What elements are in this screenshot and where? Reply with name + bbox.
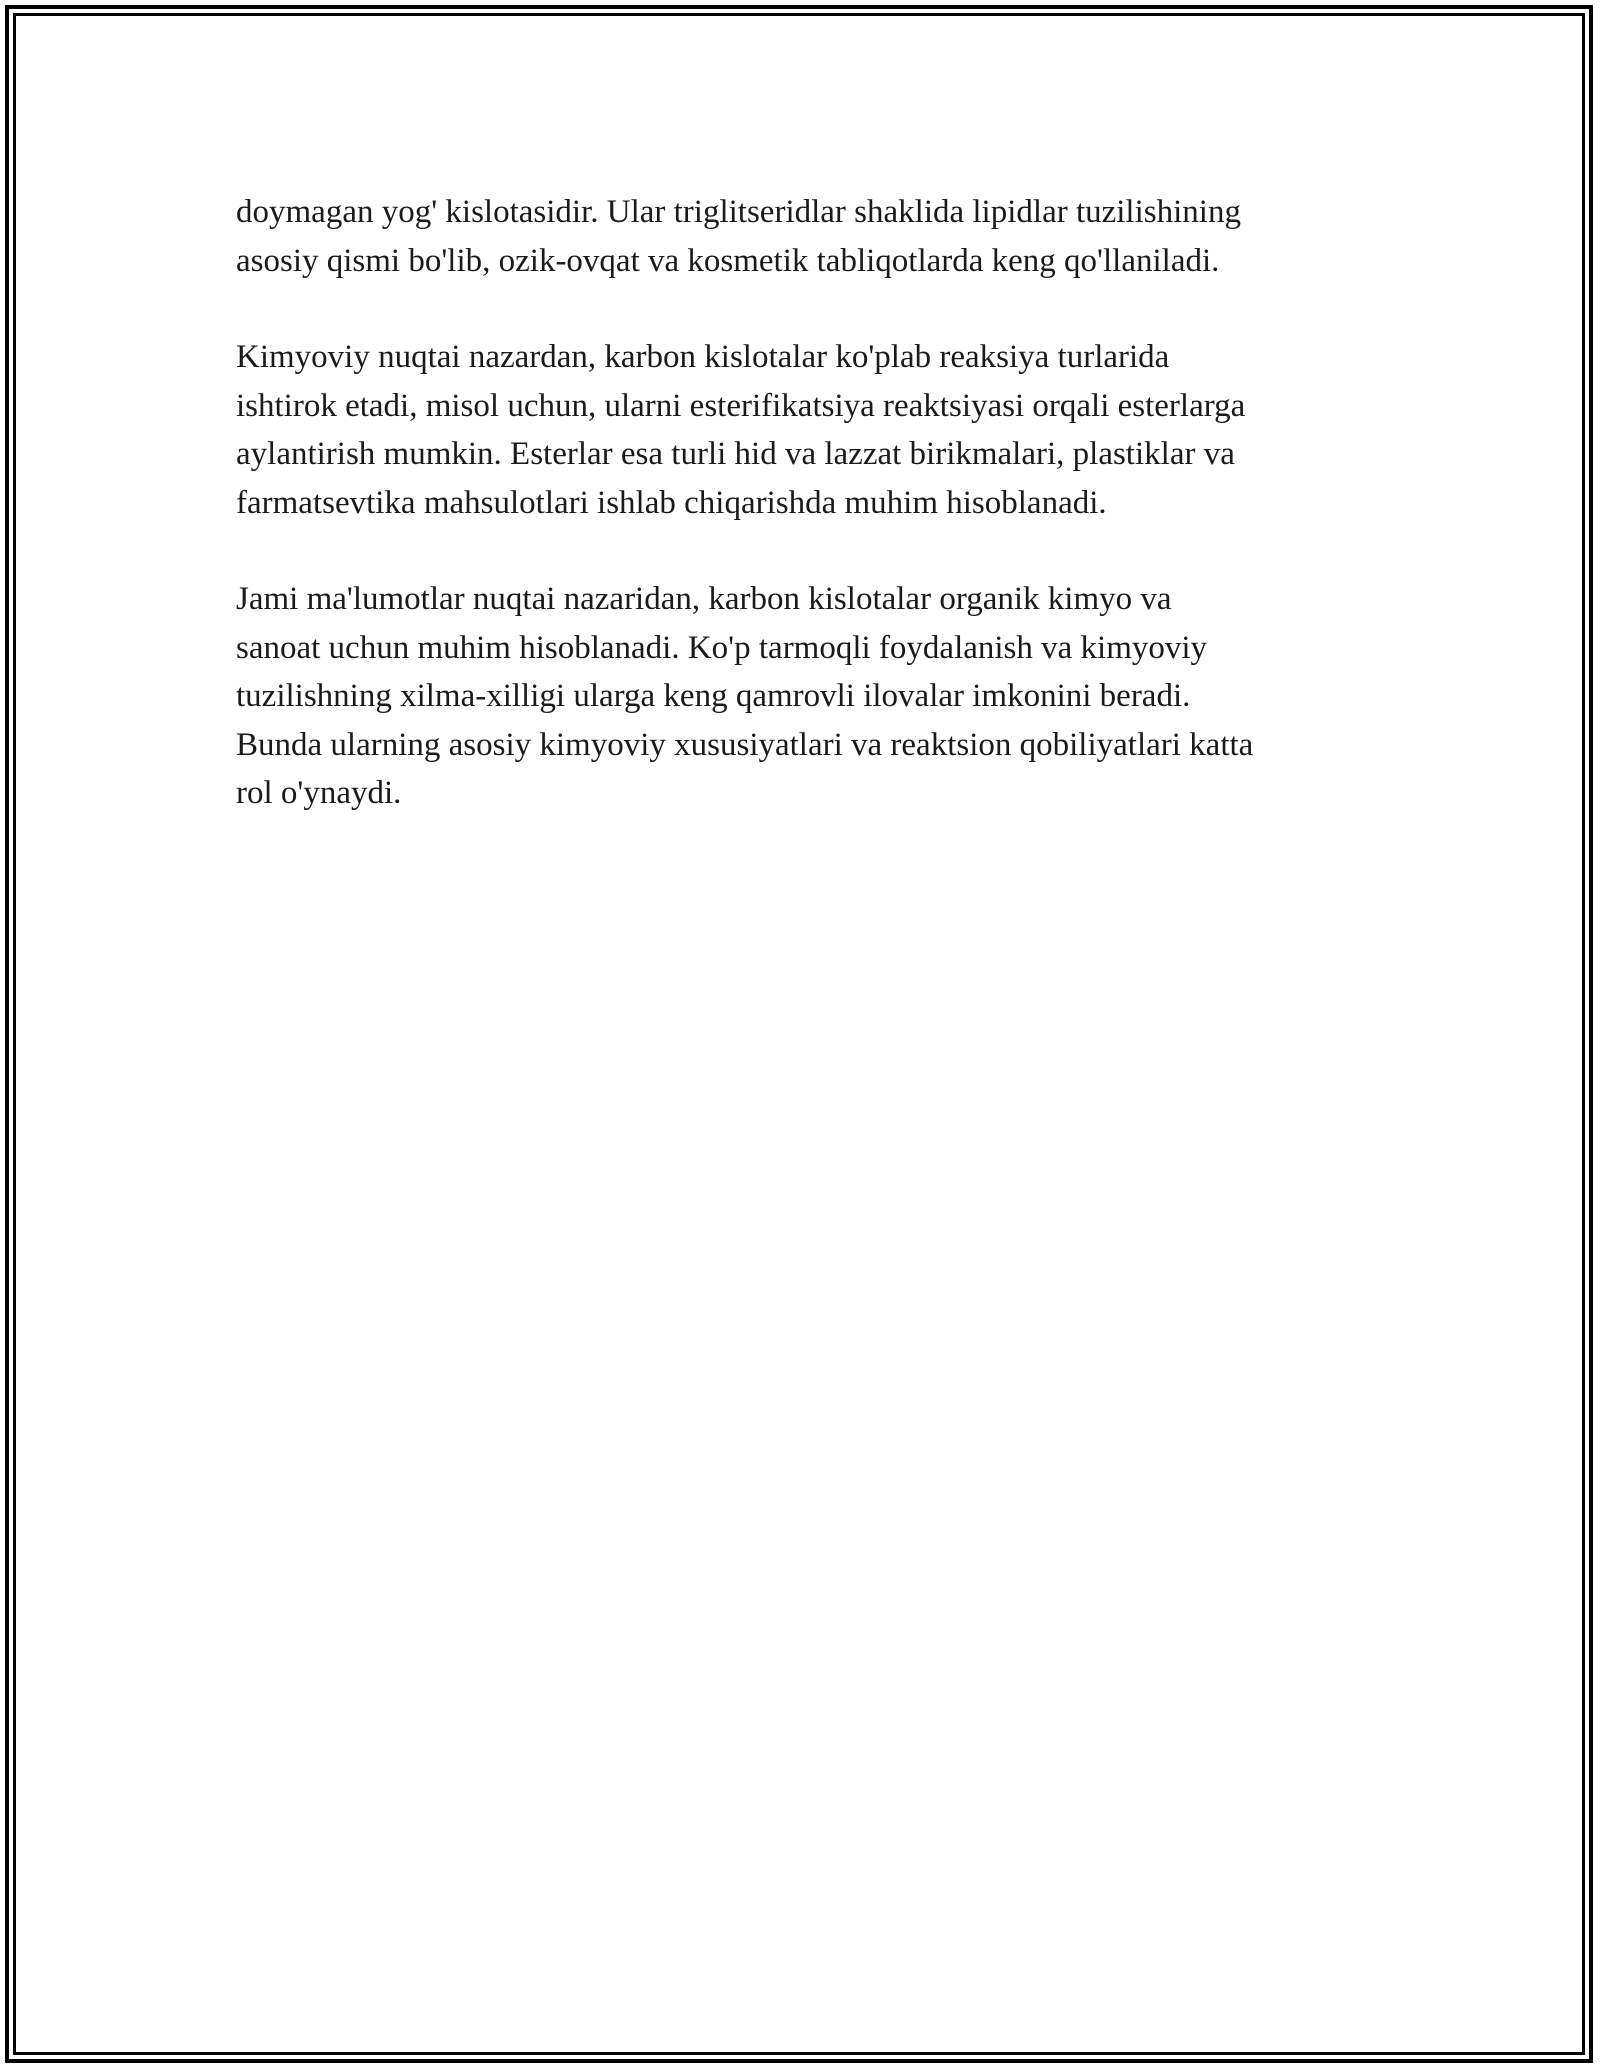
paragraph-line: asosiy qismi bo'lib, ozik-ovqat va kosmetik tabliqotlarda keng qo'llaniladi.: [236, 242, 1220, 279]
paragraph-line: tuzilishning xilma-xilligi ularga keng qamrovli ilovalar imkonini beradi.: [236, 678, 1191, 714]
paragraph-1: [236, 188, 1384, 285]
paragraph-3: [236, 575, 1384, 818]
paragraph-line: Jami ma'lumotlar nuqtai nazaridan, karbon kislotalar organik kimyo va: [236, 581, 1172, 617]
paragraph-line: rol o'ynaydi.: [236, 775, 402, 811]
paragraph-line: sanoat uchun muhim hisoblanadi. Ko'p tarmoqli foydalanish va kimyoviy: [236, 629, 1208, 666]
paragraph-line: ishtirok etadi, misol uchun, ularni esterifikatsiya reaktsiyasi orqali esterlarga: [236, 387, 1246, 424]
paragraph-2: [236, 333, 1384, 527]
document-body: [236, 188, 1384, 866]
paragraph-line: Bunda ularning asosiy kimyoviy xususiyatlari va reaktsion qobiliyatlari katta: [236, 726, 1254, 763]
paragraph-line: doymagan yog' kislotasidir. Ular triglitseridlar shaklida lipidlar tuzilishining: [236, 194, 1241, 230]
paragraph-line: Kimyoviy nuqtai nazardan, karbon kislotalar ko'plab reaksiya turlarida: [236, 339, 1170, 375]
paragraph-line: farmatsevtika mahsulotlari ishlab chiqarishda muhim hisoblanadi.: [236, 484, 1107, 521]
paragraph-line: aylantirish mumkin. Esterlar esa turli hid va lazzat birikmalari, plastiklar va: [236, 436, 1235, 472]
